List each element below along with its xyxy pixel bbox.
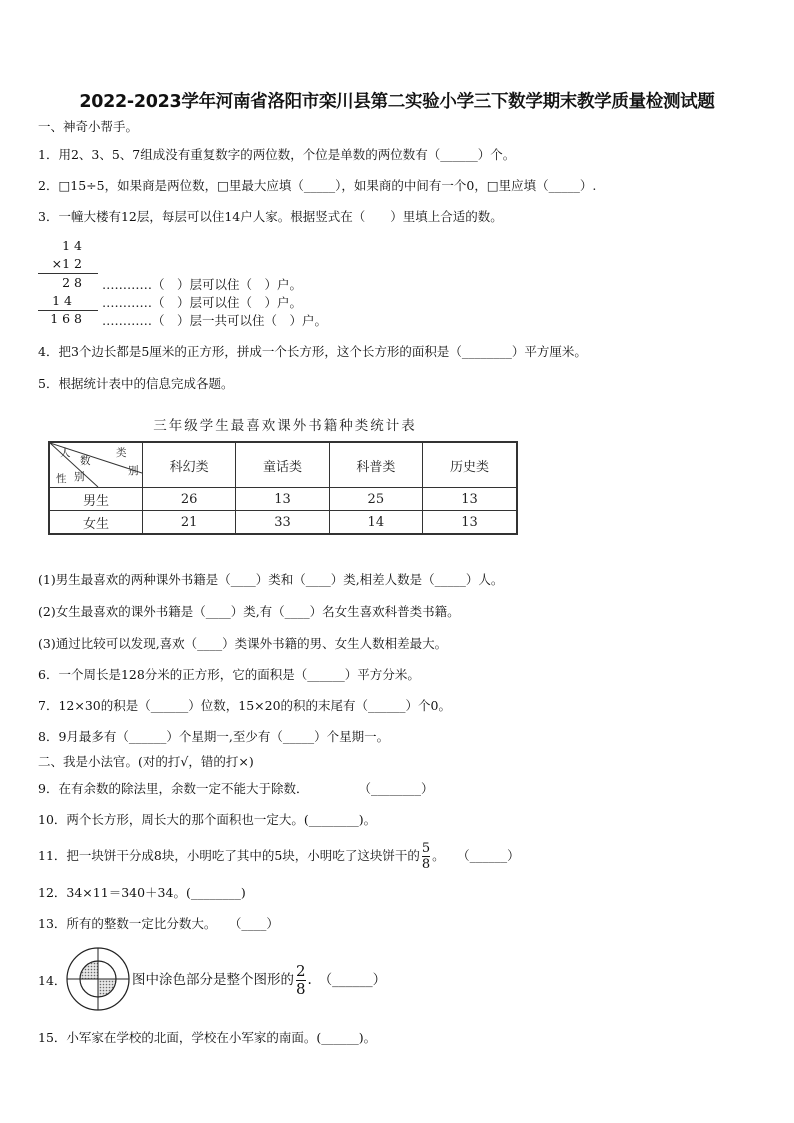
question-5-3: (3)通过比较可以发现,喜欢（____）类课外书籍的男、女生人数相差最大。: [38, 636, 448, 651]
table-row: [49, 511, 517, 535]
fraction-2-8: [296, 964, 306, 997]
question-11: [38, 840, 520, 872]
table-corner-cell: [49, 442, 143, 488]
calc-product: 1 6 8: [50, 311, 82, 326]
question-14-answer: . （______）: [307, 972, 387, 988]
fraction-numerator: 2: [296, 962, 306, 980]
table-cell: 26: [143, 488, 236, 511]
table-cell: 33: [236, 511, 329, 535]
question-1: 1．用2、3、5、7组成没有重复数字的两位数，个位是单数的两位数有（______）个。: [38, 147, 516, 162]
table-header-cell: 历史类: [422, 442, 517, 488]
table-header-cell: 童话类: [236, 442, 329, 488]
table-header-cell: 科幻类: [143, 442, 236, 488]
fraction-denominator: 8: [296, 980, 306, 998]
stat-table: [48, 441, 518, 535]
question-8: 8．9月最多有（______）个星期一,至少有（_____）个星期一。: [38, 729, 390, 744]
calc-rule-1: [38, 273, 98, 274]
section-heading-2: 二、我是小法官。(对的打√，错的打×): [38, 754, 254, 769]
question-12: 12．34×11＝340＋34。(________): [38, 885, 246, 900]
question-14: [132, 962, 386, 998]
table-cell: 13: [236, 488, 329, 511]
calc-note-1: …………（ ）层可以住（ ）户。: [102, 277, 303, 292]
shaded-circle-figure: [66, 947, 130, 1011]
question-13: 13．所有的整数一定比分数大。 （____）: [38, 916, 279, 931]
question-2: 2．□15÷5，如果商是两位数，□里最大应填（_____），如果商的中间有一个0，□里应填（_____）.: [38, 178, 597, 193]
corner-label-category: 类: [116, 447, 127, 459]
question-6: 6．一个周长是128分米的正方形，它的面积是（______）平方分米。: [38, 667, 420, 682]
question-11-text: 11．把一块饼干分成8块，小明吃了其中的5块，小明吃了这块饼干的: [38, 848, 420, 863]
question-10: 10．两个长方形，周长大的那个面积也一定大。(________)。: [38, 812, 377, 827]
calc-factor-1: 1 4: [62, 238, 82, 253]
table-header-row: [49, 442, 517, 488]
table-cell: 13: [422, 488, 517, 511]
question-9: 9．在有余数的除法里，余数一定不能大于除数． （________）: [38, 781, 434, 796]
question-5-1: (1)男生最喜欢的两种课外书籍是（____）类和（____）类,相差人数是（_____）人。: [38, 572, 504, 587]
corner-label-people: 人: [60, 447, 71, 459]
question-14-text: 图中涂色部分是整个图形的: [132, 972, 294, 988]
table-header-cell: 科普类: [329, 442, 422, 488]
fraction-5-8: [422, 842, 430, 871]
calc-note-3: …………（ ）层一共可以住（ ）户。: [102, 313, 328, 328]
question-14-number: 14．: [38, 973, 67, 988]
fraction-denominator: 8: [421, 857, 431, 872]
table-cell: 14: [329, 511, 422, 535]
question-4: 4．把3个边长都是5厘米的正方形，拼成一个长方形，这个长方形的面积是（________）平方厘米。: [38, 344, 587, 359]
corner-label-gender: 性: [56, 473, 67, 485]
table-row-label: 女生: [49, 511, 143, 535]
table-row: [49, 488, 517, 511]
vertical-multiplication: [38, 238, 378, 328]
question-5-2: (2)女生最喜欢的课外书籍是（____）类,有（____）名女生喜欢科普类书籍。: [38, 604, 460, 619]
corner-label-category-2: 别: [128, 465, 139, 477]
question-3: 3．一幢大楼有12层，每层可以住14户人家。根据竖式在（ ）里填上合适的数。: [38, 209, 503, 224]
question-7: 7．12×30的积是（______）位数，15×20的积的末尾有（______）个0。: [38, 698, 451, 713]
section-heading-1: 一、神奇小帮手。: [38, 119, 139, 134]
fraction-numerator: 5: [421, 841, 431, 856]
question-15: 15．小军家在学校的北面，学校在小军家的南面。(______)。: [38, 1030, 377, 1045]
corner-label-count: 数: [80, 455, 91, 467]
calc-partial-2: 1 4: [52, 293, 72, 308]
table-cell: 25: [329, 488, 422, 511]
table-row-label: 男生: [49, 488, 143, 511]
table-title: 三年级学生最喜欢课外书籍种类统计表: [153, 418, 417, 434]
table-cell: 13: [422, 511, 517, 535]
calc-partial-1: 2 8: [62, 275, 82, 290]
calc-factor-2: ×1 2: [51, 256, 82, 271]
question-11-answer: 。 （______）: [432, 848, 520, 863]
table-cell: 21: [143, 511, 236, 535]
question-5: 5．根据统计表中的信息完成各题。: [38, 376, 234, 391]
calc-note-2: …………（ ）层可以住（ ）户。: [102, 295, 303, 310]
page-title: 2022-2023学年河南省洛阳市栾川县第二实验小学三下数学期末教学质量检测试题: [79, 92, 715, 112]
corner-label-gender-2: 别: [74, 471, 85, 483]
